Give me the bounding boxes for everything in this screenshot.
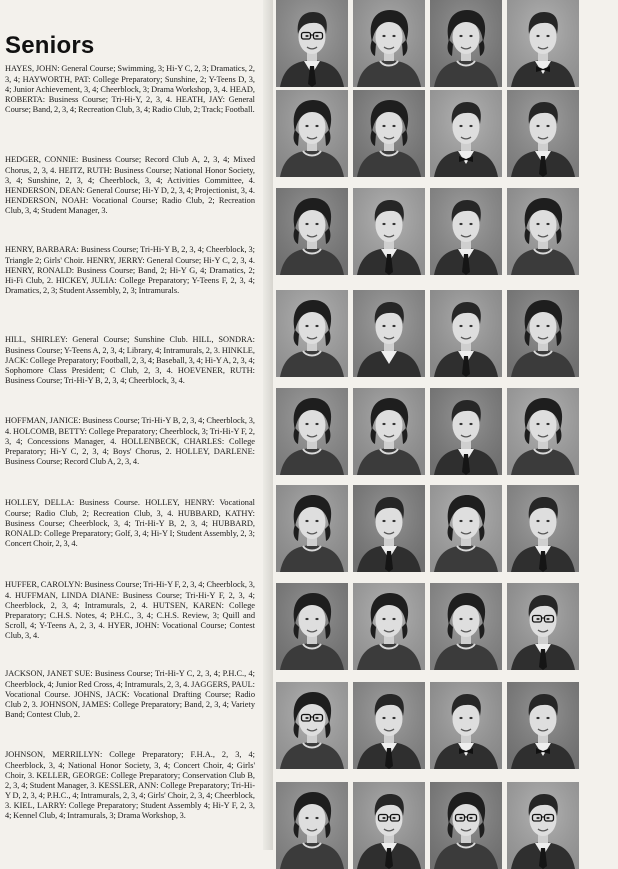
student-portrait (430, 188, 502, 275)
biography-entry: HEDGER, CONNIE: Business Course; Record Club A, 2, 3, 4; Mixed Chorus, 2, 3, 4. HEITZ, RUTH: Business Course; National Honor Society, 3, 4; Sunshine, 2, 3, 4; Cheerblock, 3, 4; Activities Committee, 4. HENDERSON, DEAN: General Course; Hi-Y D, 2, 3, 4; Projectionist, 3, 4. HENDERSON, NOAH: Vocational Course; Radio Club, 2; Recreation Club, 3, 4; Student Manager, 3. (5, 155, 255, 216)
biography-entry: JOHNSON, MERRILLYN: College Preparatory; F.H.A., 2, 3, 4; Cheerblock, 3, 4; National Honor Society, 3, 4; Concert Choir, 4; Girls' Choir, 3. KELLER, GEORGE: College Preparatory; Conservation Club B, 2, 3, 4; Student Manager, 3. KESSLER, ANN: College Preparatory; Tri-Hi-Y D, 2, 3, 4; P.H.C., 4; Intramurals, 2, 3, 4; Girls' Choir, 2, 3, 4; Cheerblock, 3. KIEL, LARRY: College Preparatory; Student Assembly 4; Hi-Y F, 2, 3, 4; Kennel Club, 4; Intramurals, 3; Drama Workshop, 3. (5, 750, 255, 821)
student-portrait (507, 90, 579, 177)
student-portrait (276, 290, 348, 377)
student-portrait (276, 782, 348, 869)
student-portrait (430, 388, 502, 475)
student-portrait (276, 682, 348, 769)
biography-entry: HAYES, JOHN: General Course; Swimming, 3; Hi-Y C, 2, 3; Dramatics, 2, 3, 4; HAYWORTH, PAT: College Preparatory; Sunshine, 2; Y-Teens D, 3, 4; Junior Achievement, 3, 4; Cheerblock, 3; Drama Workshop, 3, 4. HEAD, ROBERTA: Business Course; Tri-Hi-Y, 2, 3, 4. HEATH, JAY: General Course; Band, 2, 3, 4; Recreation Club, 3, 4; Radio Club, 2; Track; Football. (5, 64, 255, 114)
page-gutter (263, 0, 273, 850)
student-portrait (276, 583, 348, 670)
section-title: Seniors (5, 32, 95, 59)
student-portrait (507, 682, 579, 769)
student-portrait (353, 188, 425, 275)
student-portrait (507, 388, 579, 475)
student-portrait (430, 90, 502, 177)
student-portrait (430, 682, 502, 769)
student-portrait (353, 682, 425, 769)
student-portrait (430, 782, 502, 869)
student-portrait (507, 290, 579, 377)
student-portrait (353, 388, 425, 475)
biography-entry: HOFFMAN, JANICE: Business Course; Tri-Hi-Y B, 2, 3, 4; Cheerblock, 3, 4. HOLCOMB, BETTY: College Preparatory; Cheerblock, 3; Tri-Hi-Y F, 2, 3, 4; Concessions Manager, 4. HOLLENBECK, CHARLES: College Preparatory; Hi-Y C, 2, 3, 4; Boys' Chorus, 2. HOLLEY, DARLENE: Business Course; Record Club A, 2, 3, 4. (5, 416, 255, 466)
student-portrait (276, 90, 348, 177)
student-portrait (430, 583, 502, 670)
biography-entry: HENRY, BARBARA: Business Course; Tri-Hi-Y B, 2, 3, 4; Cheerblock, 3; Triangle 2; Girls' Choir. HENRY, JERRY: General Course; Hi-Y C, 2, 3, 4. HENRY, RONALD: Business Course; Band, 2; Hi-Y G, 4; Dramatics, 2; Hi-Fi Club, 2. HICKEY, JULIA: College Preparatory; Y-Teens F, 2, 3, 4; Dramatics, 2, 3; Student Assembly, 2, 3; Intramurals. (5, 245, 255, 295)
student-portrait (507, 485, 579, 572)
student-portrait (353, 583, 425, 670)
student-portrait (430, 290, 502, 377)
student-portrait (353, 90, 425, 177)
student-portrait (353, 782, 425, 869)
biography-entry: HOLLEY, DELLA: Business Course. HOLLEY, HENRY: Vocational Course; Radio Club, 2; Recreation Club, 3, 4. HUBBARD, KATHY: Business Course; Cheerblock, 3, 4; Tri-Hi-Y B, 2, 3, 4; HUBBARD, RONALD: College Preparatory; Golf, 3, 4; Hi-Y I; Student Assembly, 2, 3; Concert Choir, 2, 3, 4. (5, 498, 255, 548)
biography-entry: JACKSON, JANET SUE: Business Course; Tri-Hi-Y C, 2, 3, 4; P.H.C., 4; Cheerblock, 4; Junior Red Cross, 4; Intramurals, 2, 3, 4. JAGGERS, PAUL: Vocational Course. JOHNS, JACK: Vocational Drafting Course; Radio Club 2, 3. JOHNSON, JAMES: College Preparatory; Band, 2, 3, 4; Variety Band; Contest Club, 2. (5, 669, 255, 719)
student-portrait (276, 388, 348, 475)
student-portrait (353, 290, 425, 377)
student-portrait (507, 782, 579, 869)
student-portrait (276, 0, 348, 87)
student-portrait (276, 485, 348, 572)
student-portrait (507, 188, 579, 275)
student-portrait (507, 583, 579, 670)
student-portrait (430, 485, 502, 572)
student-portrait (430, 0, 502, 87)
student-portrait (507, 0, 579, 87)
student-portrait (353, 0, 425, 87)
student-portrait (353, 485, 425, 572)
biography-entry: HUFFER, CAROLYN: Business Course; Tri-Hi-Y F, 2, 3, 4; Cheerblock, 3, 4. HUFFMAN, LINDA DIANE: Business Course; Tri-Hi-Y F, 2, 3, 4; Cheerblock, 2, 3, 4; Intramurals, 2, 4. HUTSEN, KAREN: College Preparatory; C.H.S. Notes, 4; P.H.C., 3, 4; C.H.S. Review, 3; Quill and Scroll, 4; Y-Teens A, 2, 3, 4. HYER, JOHN: Vocational Course; Contest Club, 3, 4. (5, 580, 255, 641)
student-portrait (276, 188, 348, 275)
biography-entry: HILL, SHIRLEY: General Course; Sunshine Club. HILL, SONDRA: Business Course; Y-Teens A, 2, 3, 4; Library, 4; Intramurals, 2, 3. HINKLE, JACK: College Preparatory; Football, 2, 3, 4; Baseball, 3, 4; Hi-Y A, 2, 3, 4; Sophomore Class President; C Club, 2, 3, 4. HOEVENER, RUTH: Business Course; Tri-Hi-Y B, 2, 3, 4; Cheerblock, 3, 4. (5, 335, 255, 385)
